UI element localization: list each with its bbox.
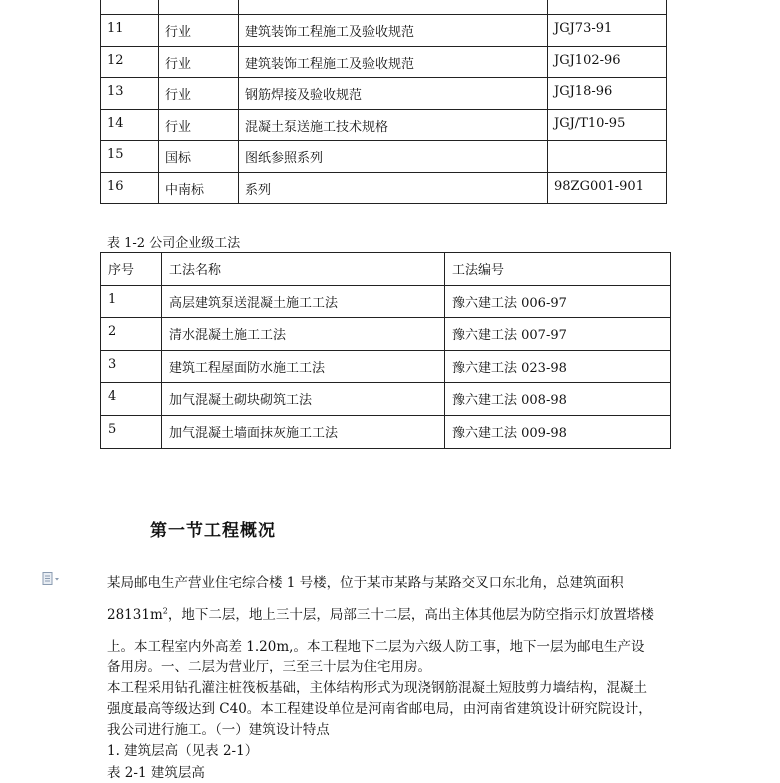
table-cell: 16 — [101, 172, 159, 204]
table-cell: 15 — [101, 141, 159, 173]
table-cell: 高层建筑泵送混凝土施工工法 — [162, 285, 445, 318]
table-cell: 3 — [101, 350, 162, 383]
table-cell: 5 — [101, 415, 162, 448]
methods-table — [100, 252, 671, 449]
table-cell: 1 — [101, 285, 162, 318]
table-cell: 13 — [101, 78, 159, 110]
table-cell: 2 — [101, 318, 162, 351]
table-row — [101, 350, 671, 383]
section-heading: 第一节工程概况 — [150, 521, 276, 541]
table-cell: 建筑装饰工程施工及验收规范 — [239, 15, 548, 47]
table-cell: 行业 — [159, 46, 239, 78]
table-cell: 图纸参照系列 — [239, 141, 548, 173]
table-row — [101, 46, 667, 78]
column-header: 序号 — [101, 253, 162, 286]
paragraph-line: 1. 建筑层高（见表 2-1） — [107, 743, 259, 759]
column-header: 工法编号 — [445, 253, 671, 286]
table-row — [101, 172, 667, 204]
table-cell: 豫六建工法 023-98 — [445, 350, 671, 383]
table-cell: 加气混凝土砌块砌筑工法 — [162, 383, 445, 416]
column-header: 工法名称 — [162, 253, 445, 286]
table-cell: 加气混凝土墙面抹灰施工工法 — [162, 415, 445, 448]
table-row — [101, 0, 667, 15]
paragraph-line: 本工程采用钻孔灌注桩筏板基础，主体结构形式为现浇钢筋混凝土短肢剪力墙结构，混凝土 — [107, 680, 647, 696]
table-cell: 行业 — [159, 109, 239, 141]
table-cell: 中南标 — [159, 172, 239, 204]
table-cell: 豫六建工法 008-98 — [445, 383, 671, 416]
table-row — [101, 415, 671, 448]
table-cell: 清水混凝土施工工法 — [162, 318, 445, 351]
table-cell: 14 — [101, 109, 159, 141]
table-row — [101, 78, 667, 110]
table-cell: 建筑工程屋面防水施工工法 — [162, 350, 445, 383]
table-cell: 钢筋焊接及验收规范 — [239, 78, 548, 110]
paragraph-line: 上。本工程室内外高差 1.20m,。本工程地下二层为六级人防工事，地下一层为邮电生产设 — [107, 639, 645, 655]
table-cell: 行业 — [159, 15, 239, 47]
table-cell: JGJ18-96 — [548, 78, 667, 110]
table-cell: 98ZG001-901 — [548, 172, 667, 204]
table-cell: 12 — [101, 46, 159, 78]
table-cell: 豫六建工法 007-97 — [445, 318, 671, 351]
table-row — [101, 15, 667, 47]
table-row — [101, 318, 671, 351]
paragraph-line — [107, 603, 654, 623]
table-row — [101, 109, 667, 141]
superscript: 2 — [162, 606, 168, 616]
table-cell: 建筑装饰工程施工及验收规范 — [239, 46, 548, 78]
paragraph-line: 备用房。一、二层为营业厅，三至三十层为住宅用房。 — [107, 659, 431, 675]
table-cell: 4 — [101, 383, 162, 416]
document-options-icon[interactable] — [42, 572, 60, 586]
table-cell — [548, 141, 667, 173]
table-row — [101, 141, 667, 173]
table-cell: 混凝土泵送施工技术规格 — [239, 109, 548, 141]
table-cell: 豫六建工法 006-97 — [445, 285, 671, 318]
table-cell: 11 — [101, 15, 159, 47]
table-cell: JGJ102-96 — [548, 46, 667, 78]
table-caption: 表 1-2 公司企业级工法 — [107, 236, 241, 251]
table-cell: 国标 — [159, 141, 239, 173]
table-cell: JGJ73-91 — [548, 15, 667, 47]
area-value: 28131m — [107, 607, 163, 623]
table-cell: JGJ/T10-95 — [548, 109, 667, 141]
paragraph-line: 我公司进行施工。（一）建筑设计特点 — [107, 722, 330, 738]
paragraph-line: 强度最高等级达到 C40。本工程建设单位是河南省邮电局，由河南省建筑设计研究院设计， — [107, 701, 652, 717]
table-caption: 表 2-1 建筑层高 — [107, 765, 205, 781]
paragraph-text: ，地下二层，地上三十层，局部三十二层，高出主体其他层为防空指示灯放置塔楼 — [167, 607, 654, 623]
paragraph-line: 某局邮电生产营业住宅综合楼 1 号楼，位于某市某路与某路交叉口东北角，总建筑面积 — [107, 575, 624, 591]
table-row — [101, 383, 671, 416]
table-row — [101, 285, 671, 318]
table-cell: 行业 — [159, 78, 239, 110]
table-header-row — [101, 253, 671, 286]
table-cell: 系列 — [239, 172, 548, 204]
table-cell: 豫六建工法 009-98 — [445, 415, 671, 448]
standards-table — [100, 0, 667, 204]
